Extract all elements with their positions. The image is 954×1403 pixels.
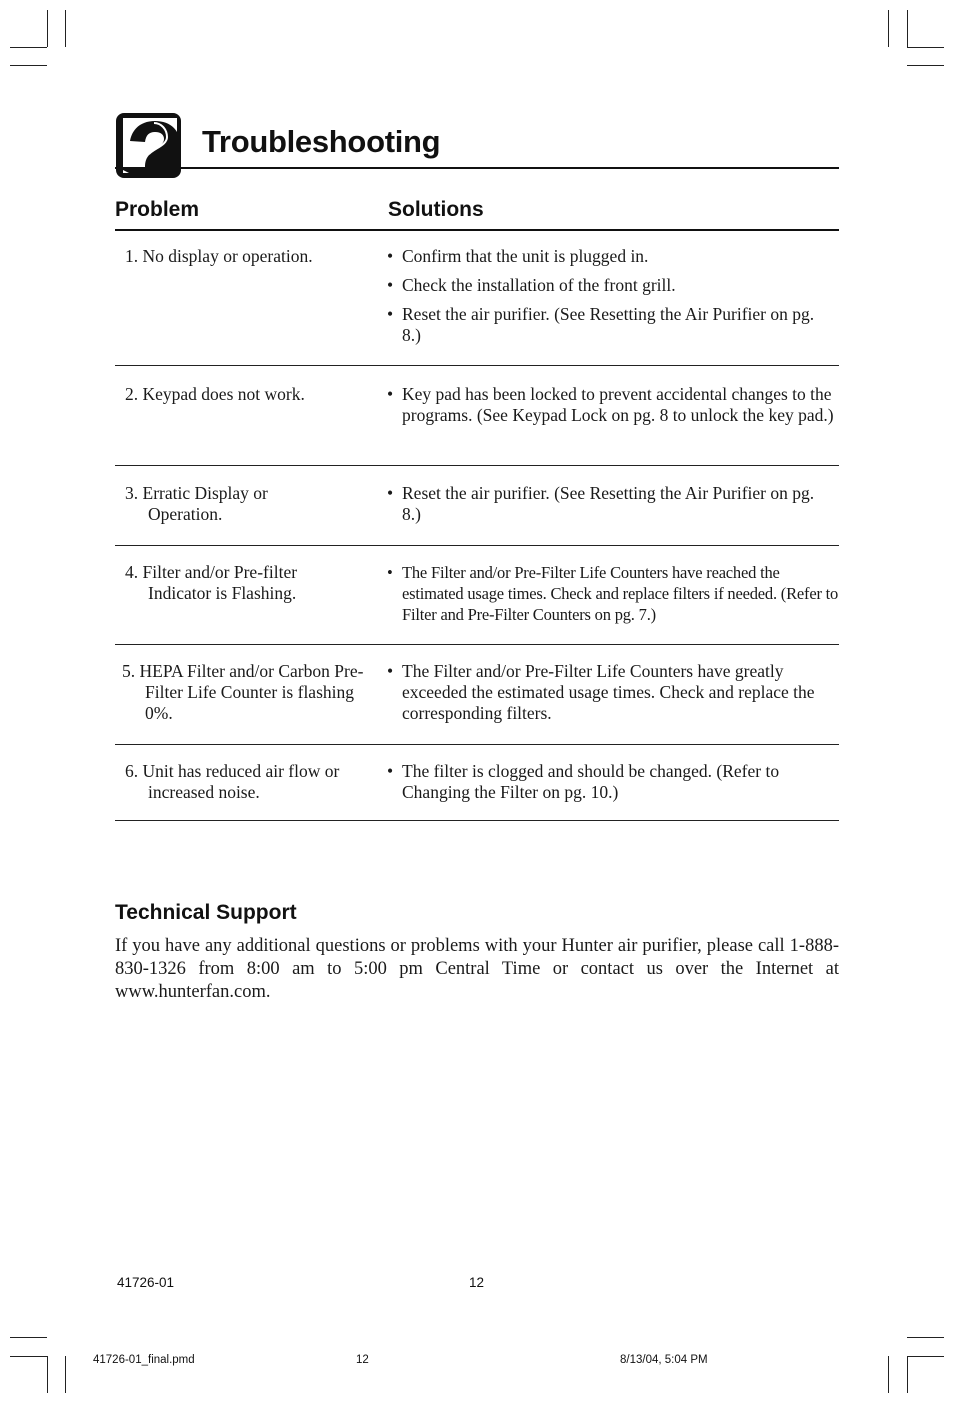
crop-mark	[10, 47, 47, 48]
crop-mark	[10, 1356, 47, 1357]
slug-page: 12	[356, 1354, 369, 1366]
slug-filename: 41726-01_final.pmd	[93, 1354, 195, 1366]
solution-item: • The Filter and/or Pre-Filter Life Counters have reached the estimated usage times. Check and replace filters if needed. (Refer to Filter and Pre-Filter Counters on pg. 7.)	[387, 562, 839, 625]
solution-item: • The Filter and/or Pre-Filter Life Counters have greatly exceeded the estimated usage times. Check and replace the corresponding filters.	[387, 661, 835, 724]
solutions-list	[387, 562, 839, 633]
problem-text: 2. Keypad does not work.	[125, 384, 305, 404]
crop-mark	[907, 1356, 908, 1393]
page-number: 12	[469, 1275, 485, 1290]
problem-text: 4. Filter and/or Pre-filter Indicator is Flashing.	[125, 562, 298, 603]
column-header-solutions: Solutions	[388, 198, 484, 221]
solutions-list	[387, 761, 835, 811]
page-header	[115, 112, 839, 169]
table-row	[115, 546, 839, 645]
solution-item: • Reset the air purifier. (See Resetting the Air Purifier on pg. 8.)	[387, 483, 835, 525]
solutions-list	[387, 384, 835, 434]
crop-mark	[10, 65, 47, 66]
crop-mark	[907, 65, 944, 66]
crop-mark	[907, 47, 944, 48]
crop-mark	[907, 1356, 944, 1357]
title-divider	[115, 167, 839, 169]
problem-text: 5. HEPA Filter and/or Carbon Pre-Filter Life Counter is flashing 0%.	[122, 661, 364, 723]
crop-mark	[907, 10, 908, 47]
technical-support-heading: Technical Support	[115, 901, 297, 924]
table-row	[115, 645, 839, 745]
solutions-list	[387, 483, 835, 533]
solution-item: • The filter is clogged and should be changed. (Refer to Changing the Filter on pg. 10.)	[387, 761, 835, 803]
technical-support-body: If you have any additional questions or problems with your Hunter air purifier, please call 1-888-830-1326 from 8:00 am to 5:00 pm Central Time or contact us over the Internet at www.hunterfan.com.	[115, 936, 839, 1002]
crop-mark	[907, 1337, 944, 1338]
crop-mark	[47, 1356, 48, 1393]
table-row	[115, 745, 839, 821]
table-row	[115, 366, 839, 466]
problem-text: 1. No display or operation.	[125, 246, 313, 266]
crop-mark	[10, 1337, 47, 1338]
part-number: 41726-01	[117, 1275, 175, 1290]
crop-mark	[65, 10, 66, 47]
crop-mark	[888, 1356, 889, 1393]
solutions-list	[387, 246, 835, 354]
slug-date: 8/13/04, 5:04 PM	[620, 1354, 708, 1366]
crop-mark	[888, 10, 889, 47]
solution-item: • Check the installation of the front grill.	[387, 275, 835, 296]
solution-item: • Reset the air purifier. (See Resetting the Air Purifier on pg. 8.)	[387, 304, 835, 346]
problem-text: 6. Unit has reduced air flow or increased noise.	[125, 761, 340, 802]
solution-item: • Confirm that the unit is plugged in.	[387, 246, 835, 267]
solution-item: • Key pad has been locked to prevent accidental changes to the programs. (See Keypad Lock on pg. 8 to unlock the key pad.)	[387, 384, 835, 426]
crop-mark	[47, 10, 48, 47]
column-header-problem: Problem	[115, 198, 200, 221]
problem-text: 3. Erratic Display or Operation.	[125, 483, 268, 524]
solutions-list	[387, 661, 835, 732]
table-row	[115, 231, 839, 366]
table-row	[115, 466, 839, 546]
page-title: Troubleshooting	[202, 124, 441, 159]
crop-mark	[65, 1356, 66, 1393]
